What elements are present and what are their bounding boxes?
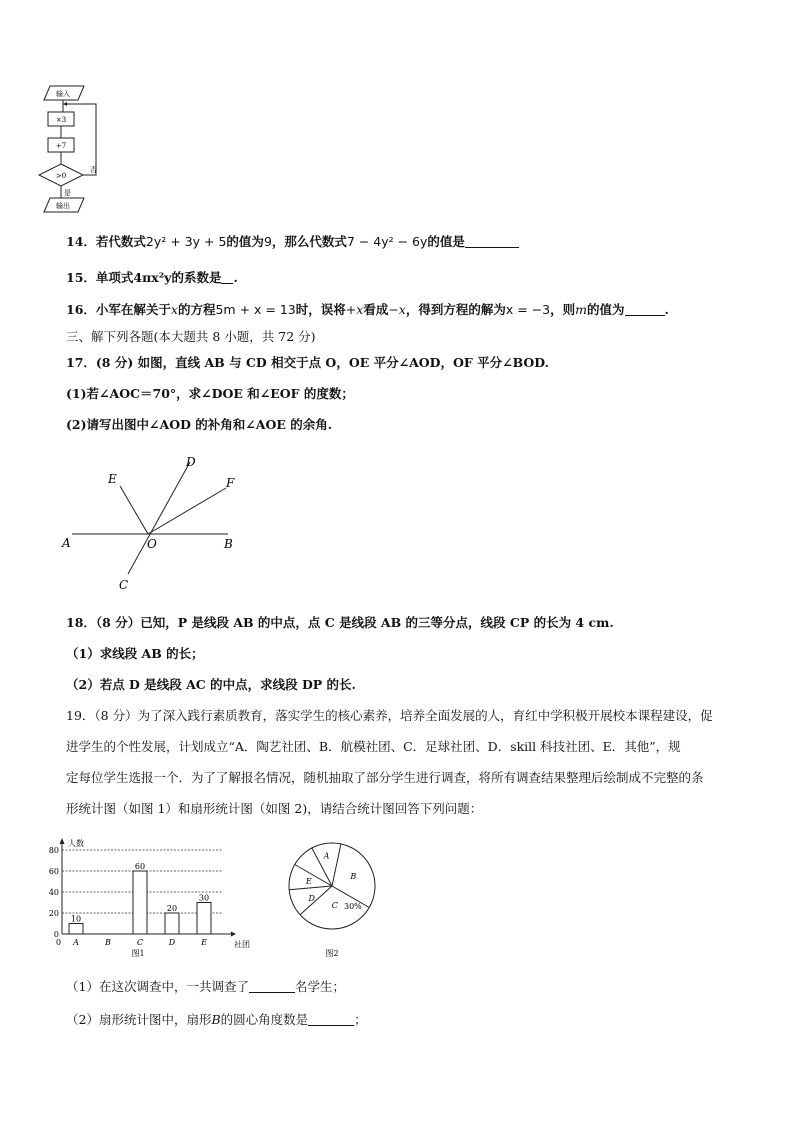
flow-output-text: 输出 [56,202,70,210]
question-19-line-1: 19．（8 分）为了深入践行素质教育，落实学生的核心素养，培养全面发展的人，育红中学积极开展校本课程建设，促 [66,708,713,723]
bar-y-tick-label: 20 [48,909,59,918]
bar-y-axis-arrow [60,838,65,844]
bar-x-axis-title: 社团 [234,940,250,949]
bar-data-label: 30 [198,893,210,903]
flow-yes-label: 是 [64,189,71,197]
pie-label-e: E [305,877,312,887]
q14-expr2: 7 − 4y² − 6y [346,234,428,249]
bar-c [133,871,147,934]
bar-x-tick-label: D [168,938,176,947]
label-f: F [226,476,235,490]
bar-a [69,924,83,935]
bar-y-tick-label: 0 [53,930,59,939]
bar-x-tick-label: B [105,938,111,947]
bar-chart-title: 图1 [131,949,145,958]
question-18-part-2: （2）若点 D 是线段 AC 的中点，求线段 DP 的长. [66,677,356,692]
pie-chart-title: 图2 [325,949,339,958]
ray-oe [120,486,148,534]
flow-add-text: +7 [55,142,67,150]
answer-blank-15[interactable] [221,271,233,284]
question-17-stem: 17．(8 分) 如图，直线 AB 与 CD 相交于点 O，OE 平分∠AOD，OF 平分∠BOD. [66,355,550,370]
label-o: O [147,537,157,551]
answer-blank-14[interactable] [465,235,519,248]
flow-input-text: 输入 [56,90,70,98]
bar-x-tick-label: E [201,938,207,947]
bar-e [197,903,211,935]
question-19-part-1: （1）在这次调查中，一共调查了 名学生； [66,979,345,994]
flow-no-label: 否 [90,166,97,174]
label-b: B [224,537,233,551]
label-a: A [62,536,71,550]
question-18-stem: 18．（8 分）已知，P 是线段 AB 的中点，点 C 是线段 AB 的三等分点，线段 CP 的长为 4 cm. [66,615,614,630]
question-19-line-4: 形统计图（如图 1）和扇形统计图（如图 2)，请结合统计图回答下列问题： [66,801,483,816]
question-19-part-2: （2）扇形统计图中，扇形B的圆心角度数是 ； [66,1012,367,1027]
pie-annotation-c: 30% [344,902,362,911]
bar-origin-label: 0 [56,938,62,947]
pie-label-a: A [323,851,330,861]
bar-x-tick-label: A [73,938,79,947]
label-c: C [119,578,129,592]
flowchart [36,82,108,216]
pie-label-d: D [308,893,315,903]
question-19-line-3: 定每位学生选报一个．为了了解报名情况，随机抽取了部分学生进行调查，将所有调查结果整理后绘制成不完整的条 [66,770,704,785]
answer-blank-16[interactable] [625,303,665,316]
question-15: 15．单项式4πx²y的系数是 . [66,270,238,285]
flow-condition-text: >0 [55,172,67,180]
question-14: 14．若代数式2y² + 3y + 5的值为9，那么代数式7 − 4y² − 6y的值是 [66,234,519,250]
line-cd [128,462,190,574]
bar-data-label: 20 [166,904,178,913]
pie-label-b: B [350,872,357,882]
q14-expr1: 2y² + 3y + 5 [145,234,227,249]
question-16: 16．小军在解关于x的方程5m + x = 13时，误将+x看成−x，得到方程的解为x = −3，则m的值为 . [66,302,669,317]
bar-d [165,913,179,934]
bar-data-label: 60 [134,862,146,871]
bar-y-axis-title: 人数 [68,839,84,848]
bar-y-tick-label: 60 [48,867,59,876]
section-3-heading: 三、解下列各题(本大题共 8 小题，共 72 分) [66,329,316,344]
answer-blank-19-2[interactable] [308,1013,354,1026]
label-e: E [108,472,117,486]
bar-x-tick-label: C [136,938,144,947]
q15-expr: 4πx²y [133,270,172,285]
ray-of [148,488,226,534]
answer-blank-19-1[interactable] [249,980,295,993]
question-17-part-2: (2)请写出图中∠AOD 的补角和∠AOE 的余角. [66,417,333,432]
bar-chart [40,834,260,960]
angle-figure [56,452,246,592]
flow-multiply-text: ×3 [55,116,67,124]
question-17-part-1: (1)若∠AOC＝70°，求∠DOE 和∠EOF 的度数； [66,386,354,401]
pie-chart [285,838,385,960]
bar-y-tick-label: 40 [48,888,59,897]
question-18-part-1: （1）求线段 AB 的长； [66,646,204,661]
bar-y-tick-label: 80 [48,846,59,855]
label-d: D [186,455,196,469]
pie-label-c: C [331,901,338,911]
question-19-line-2: 进学生的个性发展，计划成立“A．陶艺社团、B．航模社团、C．足球社团、D．skill 科技社团、E．其他”，规 [66,739,681,754]
bar-data-label: 10 [70,914,82,924]
bar-x-axis-arrow [231,932,236,937]
